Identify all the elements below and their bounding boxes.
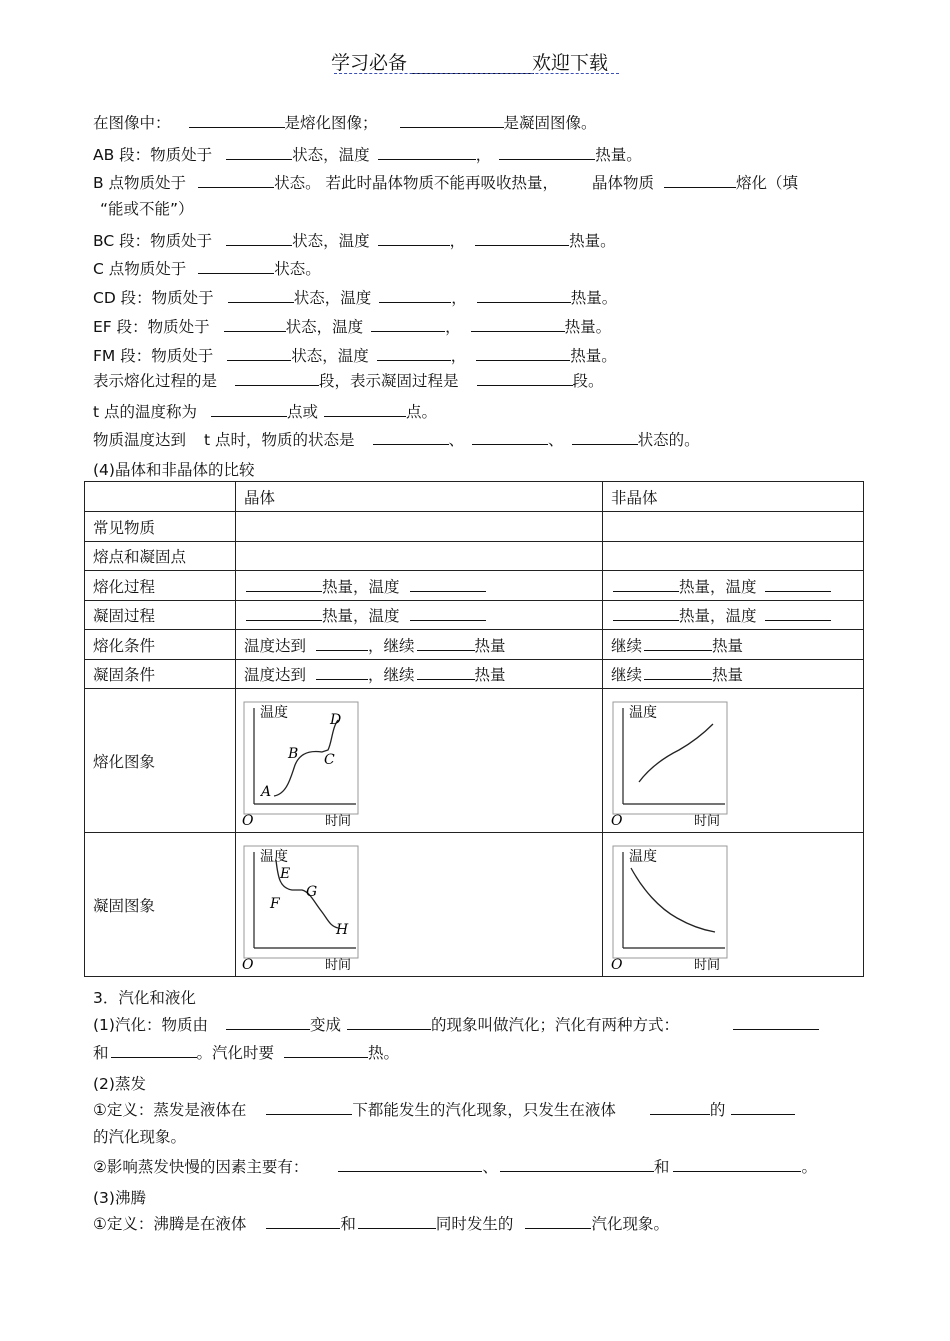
blank[interactable] — [477, 370, 573, 386]
header-crystal: 晶体 — [236, 482, 603, 512]
text: 热量。 — [570, 289, 618, 307]
text: 热量。 — [569, 232, 616, 250]
text: 热。 — [368, 1044, 400, 1062]
answer-cell[interactable] — [603, 542, 864, 571]
blank[interactable] — [198, 172, 274, 188]
row-label: 凝固条件 — [85, 660, 236, 689]
blank[interactable] — [417, 664, 475, 680]
text: FM 段：物质处于 — [93, 347, 214, 365]
section3-title: 3．汽化和液化 — [93, 989, 196, 1007]
blank[interactable] — [226, 230, 292, 246]
comparison-table — [84, 481, 864, 977]
line-boiling-def — [93, 1212, 669, 1234]
point-h-label: H — [336, 921, 349, 938]
blank[interactable] — [198, 258, 274, 274]
point-c-label: C — [324, 751, 335, 768]
text: 段，表示凝固过程是 — [319, 372, 459, 390]
x-axis-label: 时间 — [694, 813, 721, 828]
text: 状态，温度 — [285, 318, 364, 336]
blank[interactable] — [358, 1213, 436, 1229]
text: (1)汽化：物质由 — [93, 1016, 208, 1034]
text: 继续 — [611, 666, 643, 684]
text: 状态。 — [274, 260, 321, 278]
origin-label: O — [611, 812, 623, 828]
graph-cell — [236, 689, 603, 833]
comparison-title: (4)晶体和非晶体的比较 — [93, 461, 255, 479]
blank[interactable] — [499, 144, 595, 160]
line-graph-intro — [93, 111, 597, 133]
blank[interactable] — [338, 1156, 482, 1172]
line-ef — [93, 315, 611, 337]
blank[interactable] — [224, 316, 286, 332]
blank[interactable] — [500, 1156, 654, 1172]
text: 在图像中： — [93, 114, 171, 132]
blank[interactable] — [371, 316, 445, 332]
origin-label: O — [611, 956, 623, 972]
point-a-label: A — [261, 783, 272, 800]
row-label: 凝固图象 — [85, 833, 236, 977]
blank[interactable] — [471, 316, 565, 332]
text: 热量 — [474, 666, 506, 684]
blank[interactable] — [644, 664, 712, 680]
text: 热量，温度 — [322, 607, 400, 625]
blank[interactable] — [765, 576, 831, 592]
graph-cell — [236, 833, 603, 977]
text: 同时发生的 — [435, 1215, 514, 1233]
text: 和 — [340, 1215, 356, 1233]
line-vaporize — [93, 1013, 819, 1035]
blank[interactable] — [650, 1099, 710, 1115]
text: 的 — [709, 1101, 726, 1119]
melting-graph-crystal — [238, 698, 368, 828]
line-evaporation-factors — [93, 1155, 817, 1177]
header-amorphous: 非晶体 — [603, 482, 864, 512]
y-axis-label: 温度 — [260, 704, 288, 721]
text: 、 — [448, 431, 465, 449]
text: ①定义：蒸发是液体在 — [93, 1101, 247, 1119]
text: 热量 — [474, 636, 506, 655]
text: 下都能发生的汽化现象，只发生在液体 — [352, 1101, 616, 1119]
text: 点或 — [287, 403, 319, 421]
line-c — [93, 257, 321, 279]
blank[interactable] — [373, 429, 449, 445]
text: 表示熔化过程的是 — [93, 372, 218, 390]
text: ①定义：沸腾是在液体 — [93, 1215, 247, 1233]
blank[interactable] — [378, 144, 476, 160]
blank[interactable] — [227, 345, 291, 361]
text: ， — [450, 347, 467, 365]
blank[interactable] — [733, 1014, 819, 1030]
row-label: 熔化过程 — [85, 571, 236, 601]
text: t 点时，物质的状态是 — [204, 431, 355, 449]
blank[interactable] — [379, 287, 451, 303]
text: 状态，温度 — [291, 347, 369, 365]
origin-label: O — [242, 812, 254, 828]
table-row — [85, 542, 864, 571]
line-bc — [93, 229, 616, 251]
blank[interactable] — [111, 1042, 197, 1058]
answer-cell — [236, 660, 603, 689]
blank[interactable] — [765, 605, 831, 621]
melting-graph-amorphous — [607, 698, 737, 828]
text: ②影响蒸发快慢的因素主要有： — [93, 1158, 309, 1176]
answer-cell — [603, 630, 864, 660]
blank[interactable] — [266, 1213, 340, 1229]
table-row — [85, 571, 864, 601]
text: 热量，温度 — [679, 607, 757, 625]
blank[interactable] — [316, 635, 368, 651]
header-left: 学习必备 — [331, 52, 408, 74]
blank[interactable] — [400, 112, 504, 128]
table-row — [85, 689, 864, 833]
text: 、 — [482, 1158, 498, 1176]
text: BC 段：物质处于 — [93, 232, 213, 250]
answer-cell — [603, 660, 864, 689]
line-fm — [93, 344, 617, 366]
point-g-label: G — [306, 883, 318, 900]
text: 。汽化时要 — [196, 1044, 275, 1062]
point-d-label: D — [330, 711, 342, 728]
text: t 点的温度称为 — [93, 403, 198, 421]
blank[interactable] — [613, 576, 679, 592]
point-e-label: E — [280, 865, 291, 882]
table-row — [85, 833, 864, 977]
text: AB 段：物质处于 — [93, 146, 213, 164]
text: 物质温度达到 — [93, 431, 187, 449]
text: 的现象叫做汽化；汽化有两种方式： — [430, 1016, 679, 1034]
blank[interactable] — [644, 635, 712, 651]
text: 晶体物质 — [592, 174, 655, 192]
text: 状态的。 — [637, 431, 700, 449]
answer-cell — [236, 571, 603, 601]
line-evaporation-def — [93, 1098, 795, 1120]
row-label: 熔点和凝固点 — [85, 542, 236, 571]
boiling-title: (3)沸腾 — [93, 1189, 146, 1207]
blank[interactable] — [324, 401, 406, 417]
blank[interactable] — [377, 345, 451, 361]
header-underline — [334, 73, 619, 74]
answer-cell — [236, 601, 603, 630]
answer-cell — [603, 571, 864, 601]
text: 和 — [653, 1158, 670, 1176]
blank[interactable] — [475, 230, 569, 246]
origin-label: O — [242, 956, 254, 972]
text: ， — [445, 318, 461, 336]
answer-cell — [603, 601, 864, 630]
graph-cell — [603, 833, 864, 977]
header-right: 欢迎下载 — [532, 52, 609, 74]
text: 是熔化图像； — [284, 114, 378, 132]
blank[interactable] — [226, 144, 292, 160]
text: 温度达到 — [244, 666, 307, 684]
text: CD 段：物质处于 — [93, 289, 214, 307]
blank[interactable] — [211, 401, 287, 417]
graph-cell — [603, 689, 864, 833]
text: 热量，温度 — [322, 577, 400, 596]
row-label: 熔化条件 — [85, 630, 236, 660]
line-evaporation-def-2: 的汽化现象。 — [93, 1128, 187, 1146]
line-ab — [93, 143, 642, 165]
table-row — [85, 630, 864, 660]
text: 、 — [548, 431, 564, 449]
text: 继续 — [611, 636, 643, 655]
line-b — [93, 171, 798, 193]
row-label: 常见物质 — [85, 512, 236, 542]
text: 热量 — [712, 636, 744, 655]
text: 状态，温度 — [292, 146, 370, 164]
x-axis-label: 时间 — [694, 957, 721, 972]
text: 热量。 — [570, 347, 617, 365]
evaporation-title: (2)蒸发 — [93, 1075, 146, 1093]
text: 状态，温度 — [293, 289, 372, 307]
blank[interactable] — [246, 576, 322, 592]
y-axis-label: 温度 — [260, 848, 288, 865]
line-cd — [93, 286, 617, 308]
text: 温度达到 — [244, 636, 307, 655]
blank[interactable] — [284, 1042, 368, 1058]
blank[interactable] — [235, 370, 319, 386]
text: 变成 — [309, 1016, 341, 1034]
row-label: 熔化图象 — [85, 689, 236, 833]
point-f-label: F — [270, 895, 280, 912]
text: 汽化现象。 — [591, 1215, 669, 1233]
answer-cell[interactable] — [603, 512, 864, 542]
text: EF 段：物质处于 — [93, 318, 210, 336]
blank[interactable] — [226, 1014, 310, 1030]
text: 点。 — [406, 403, 438, 421]
table-row — [85, 512, 864, 542]
line-t-point — [93, 400, 437, 422]
text: C 点物质处于 — [93, 260, 187, 278]
table-cell — [85, 482, 236, 512]
blank[interactable] — [316, 664, 368, 680]
blank[interactable] — [472, 429, 548, 445]
text: 热量，温度 — [679, 577, 757, 596]
solidifying-graph-crystal — [238, 842, 368, 972]
point-b-label: B — [288, 745, 299, 762]
line-state — [93, 428, 700, 450]
table-row — [85, 601, 864, 630]
blank[interactable] — [410, 605, 486, 621]
text: 状态，温度 — [292, 232, 370, 250]
text: 热量 — [712, 666, 744, 684]
text: ，继续 — [368, 636, 415, 655]
y-axis-label: 温度 — [629, 704, 657, 721]
answer-cell — [236, 630, 603, 660]
text: 热量。 — [564, 318, 612, 336]
blank[interactable] — [477, 287, 571, 303]
melting-curve — [639, 724, 713, 782]
blank[interactable] — [347, 1014, 431, 1030]
line-vaporize-2 — [93, 1041, 399, 1063]
text: 是凝固图像。 — [503, 114, 597, 132]
table-row — [85, 660, 864, 689]
blank[interactable] — [417, 635, 475, 651]
line-b-note: “能或不能”） — [100, 200, 194, 218]
text: ，继续 — [368, 666, 415, 684]
blank[interactable] — [246, 605, 322, 621]
text: B 点物质处于 — [93, 174, 187, 192]
blank[interactable] — [266, 1099, 352, 1115]
blank[interactable] — [731, 1099, 795, 1115]
text: 和 — [93, 1044, 109, 1062]
text: 段。 — [572, 372, 604, 390]
blank[interactable] — [378, 230, 450, 246]
answer-cell[interactable] — [236, 542, 603, 571]
solidifying-graph-amorphous — [607, 842, 737, 972]
y-axis-label: 温度 — [629, 848, 657, 865]
text: ， — [475, 146, 492, 164]
blank[interactable] — [525, 1213, 591, 1229]
blank[interactable] — [476, 345, 570, 361]
blank[interactable] — [664, 172, 736, 188]
blank[interactable] — [189, 112, 285, 128]
answer-cell[interactable] — [236, 512, 603, 542]
text: 状态。 若此时晶体物质不能再吸收热量， — [274, 174, 558, 192]
solidifying-curve — [631, 868, 715, 932]
text: 。 — [801, 1158, 817, 1176]
table-row — [85, 482, 864, 512]
text: 熔化（填 — [736, 174, 799, 192]
blank[interactable] — [410, 576, 486, 592]
blank[interactable] — [572, 429, 638, 445]
line-process — [93, 369, 604, 391]
blank[interactable] — [228, 287, 294, 303]
text: ， — [451, 289, 467, 307]
text: ， — [449, 232, 466, 250]
x-axis-label: 时间 — [325, 813, 352, 828]
text: 热量。 — [595, 146, 642, 164]
row-label: 凝固过程 — [85, 601, 236, 630]
blank[interactable] — [613, 605, 679, 621]
blank[interactable] — [673, 1156, 801, 1172]
x-axis-label: 时间 — [325, 957, 352, 972]
